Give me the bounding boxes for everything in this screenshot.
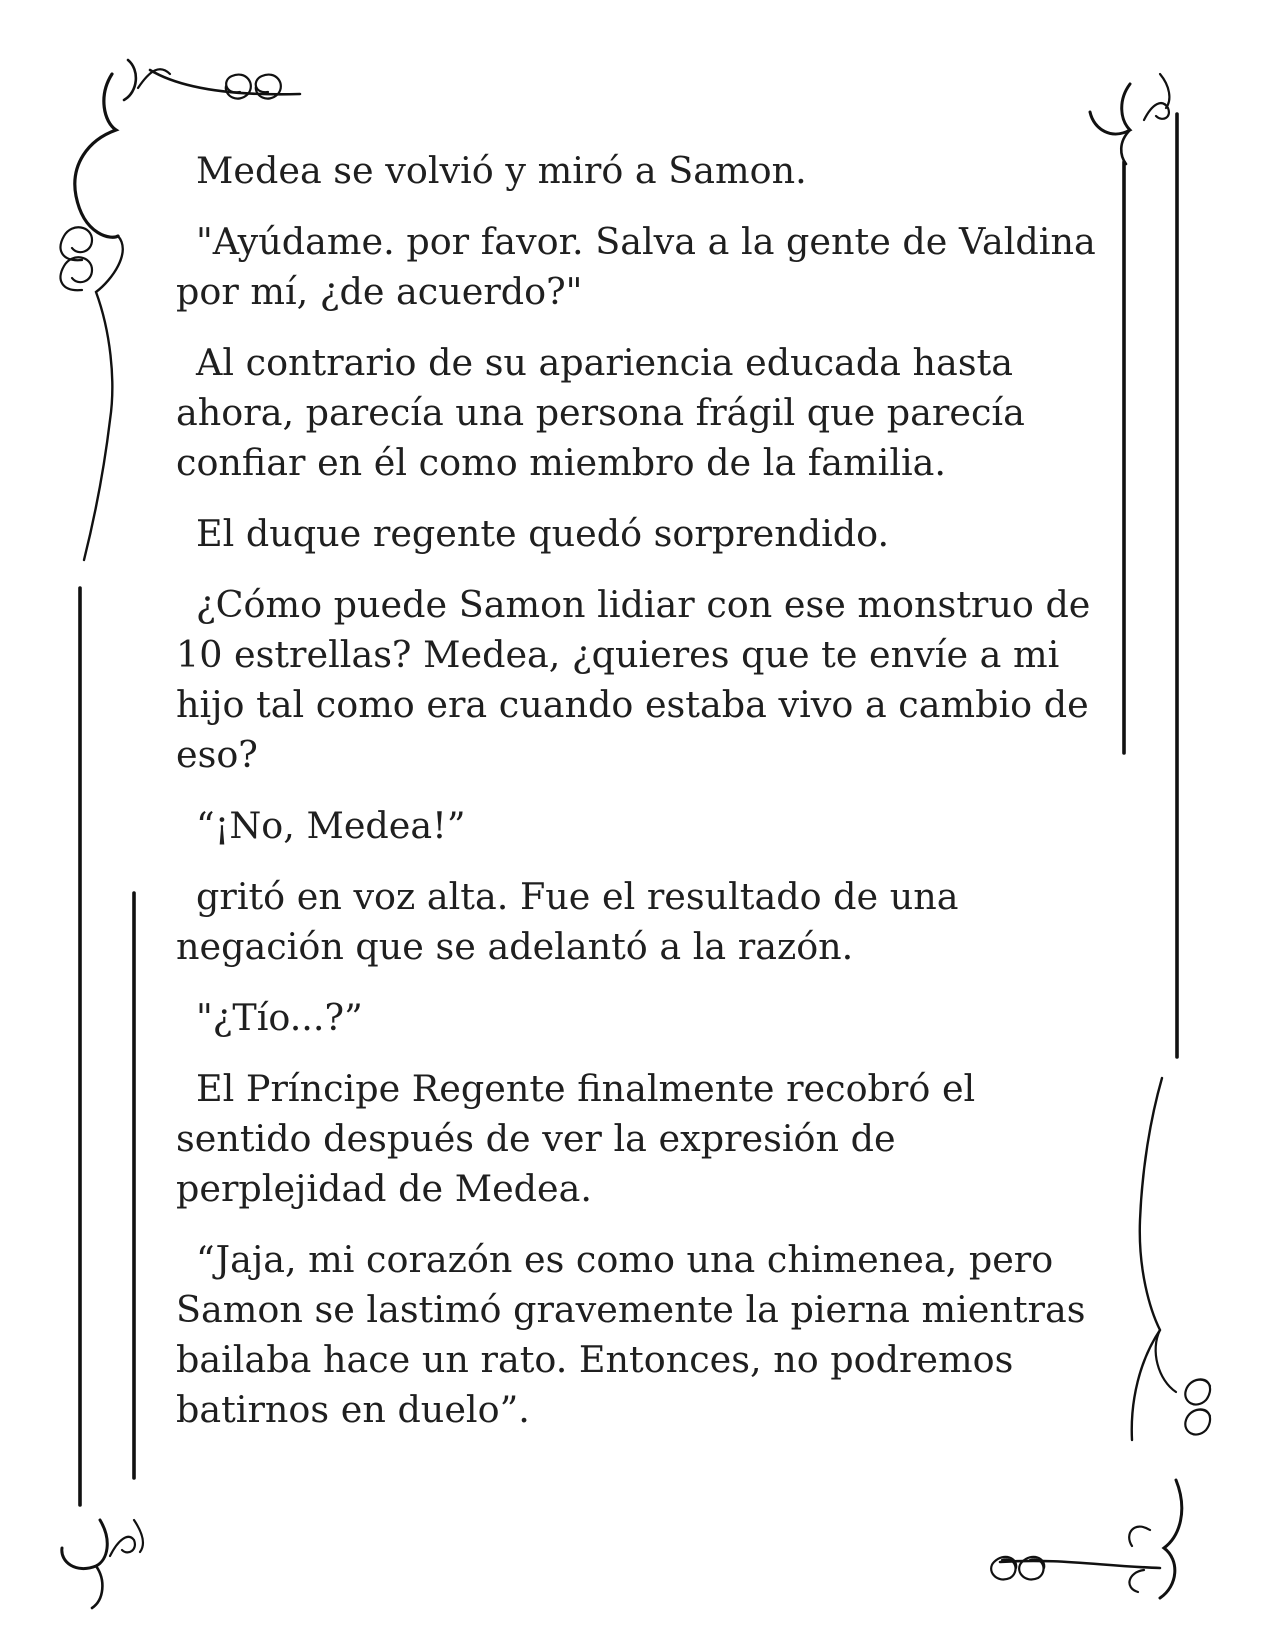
- paragraph-8: "¿Tío...?”: [196, 996, 363, 1039]
- paragraph-10: “Jaja, mi corazón es como una chimenea, pero Samon se lastimó gravemente la pierna mientras bailaba hace un rato. Entonces, no podremos batirnos en duelo”.: [176, 1238, 1086, 1431]
- paragraph-1: Medea se volvió y miró a Samon.: [196, 149, 807, 192]
- bottom-left-flourish: [62, 1520, 143, 1608]
- top-right-flourish: [1090, 74, 1169, 164]
- paragraph-4: El duque regente quedó sorprendido.: [196, 512, 890, 555]
- paragraph-7: gritó en voz alta. Fue el resultado de una negación que se adelantó a la razón.: [176, 875, 959, 968]
- paragraph-3: Al contrario de su apariencia educada hasta ahora, parecía una persona frágil que parecía confiar en él como miembro de la familia.: [176, 341, 1025, 484]
- paragraph-9: El Príncipe Regente finalmente recobró el sentido después de ver la expresión de perplejidad de Medea.: [176, 1067, 976, 1210]
- paragraph-6: “¡No, Medea!”: [196, 804, 466, 847]
- page-body-text: [176, 146, 1096, 1456]
- paragraph-5: ¿Cómo puede Samon lidiar con ese monstruo de 10 estrellas? Medea, ¿quieres que te envíe a mi hijo tal como era cuando estaba vivo a cambio de eso?: [176, 583, 1091, 776]
- paragraph-2: "Ayúdame. por favor. Salva a la gente de Valdina por mí, ¿de acuerdo?": [176, 220, 1096, 313]
